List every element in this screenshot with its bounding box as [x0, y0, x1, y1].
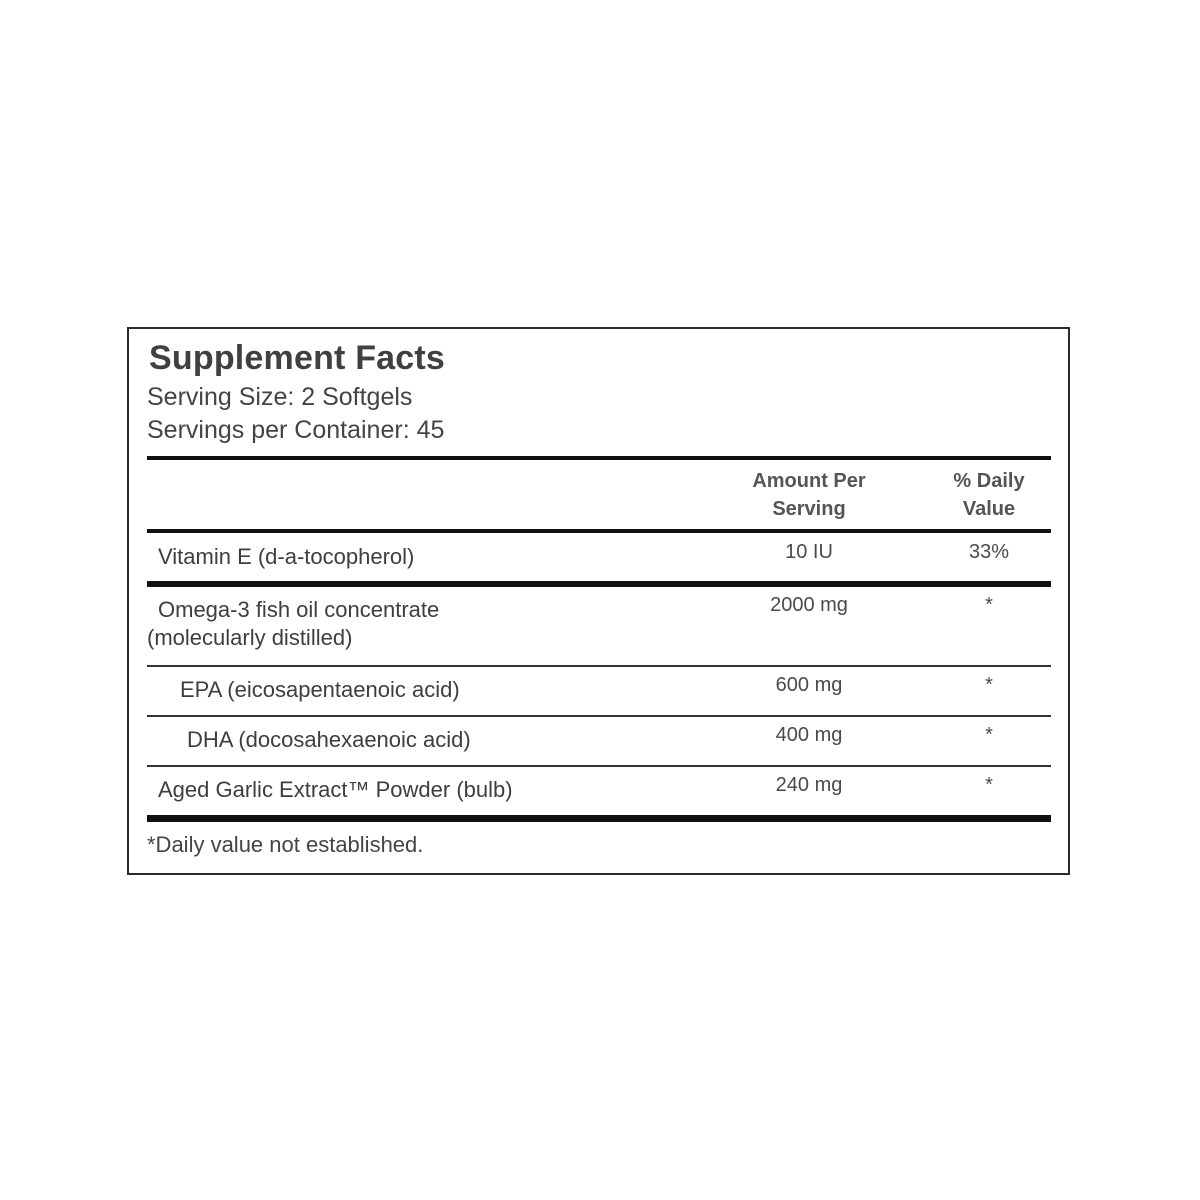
row-name-aged-garlic: Aged Garlic Extract™ Powder (bulb)	[158, 777, 513, 802]
column-header-dv-line2: Value	[962, 498, 1016, 520]
row-dv-aged-garlic: *	[985, 774, 993, 796]
row-dv-epa: *	[985, 674, 993, 696]
serving-size: Serving Size: 2 Softgels	[147, 383, 413, 411]
column-header-daily-value	[909, 467, 1069, 523]
row-dv-vitamin-e: 33%	[968, 541, 1010, 563]
row-name-dha: DHA (docosahexaenoic acid)	[187, 727, 471, 752]
divider-row	[147, 765, 1051, 767]
servings-per-container: Servings per Container: 45	[147, 416, 445, 444]
panel-title: Supplement Facts	[149, 339, 446, 377]
row-name-omega-3-line2: (molecularly distilled)	[147, 625, 353, 650]
row-amount-vitamin-e: 10 IU	[785, 541, 833, 563]
row-dv-dha: *	[985, 724, 993, 746]
row-name-vitamin-e: Vitamin E (d-a-tocopherol)	[158, 544, 415, 569]
column-header-amount	[709, 467, 909, 523]
row-name-omega-3: Omega-3 fish oil concentrate	[158, 597, 440, 622]
divider-header	[147, 529, 1051, 533]
row-dv-omega-3: *	[985, 594, 993, 616]
row-name-epa: EPA (eicosapentaenoic acid)	[180, 677, 460, 702]
divider-row	[147, 715, 1051, 717]
supplement-facts-panel	[127, 327, 1070, 875]
row-amount-omega-3: 2000 mg	[770, 594, 848, 616]
divider-top	[147, 456, 1051, 460]
divider-row	[147, 665, 1051, 667]
column-header-amount-line1: Amount Per	[752, 470, 866, 492]
column-header-dv-line1: % Daily	[953, 470, 1025, 492]
row-amount-aged-garlic: 240 mg	[775, 774, 843, 796]
column-header-amount-line2: Serving	[772, 498, 846, 520]
row-amount-epa: 600 mg	[775, 674, 843, 696]
divider-vitamins	[147, 581, 1051, 587]
row-amount-dha: 400 mg	[775, 724, 843, 746]
divider-bottom	[147, 815, 1051, 822]
footnote: *Daily value not established.	[147, 832, 424, 857]
